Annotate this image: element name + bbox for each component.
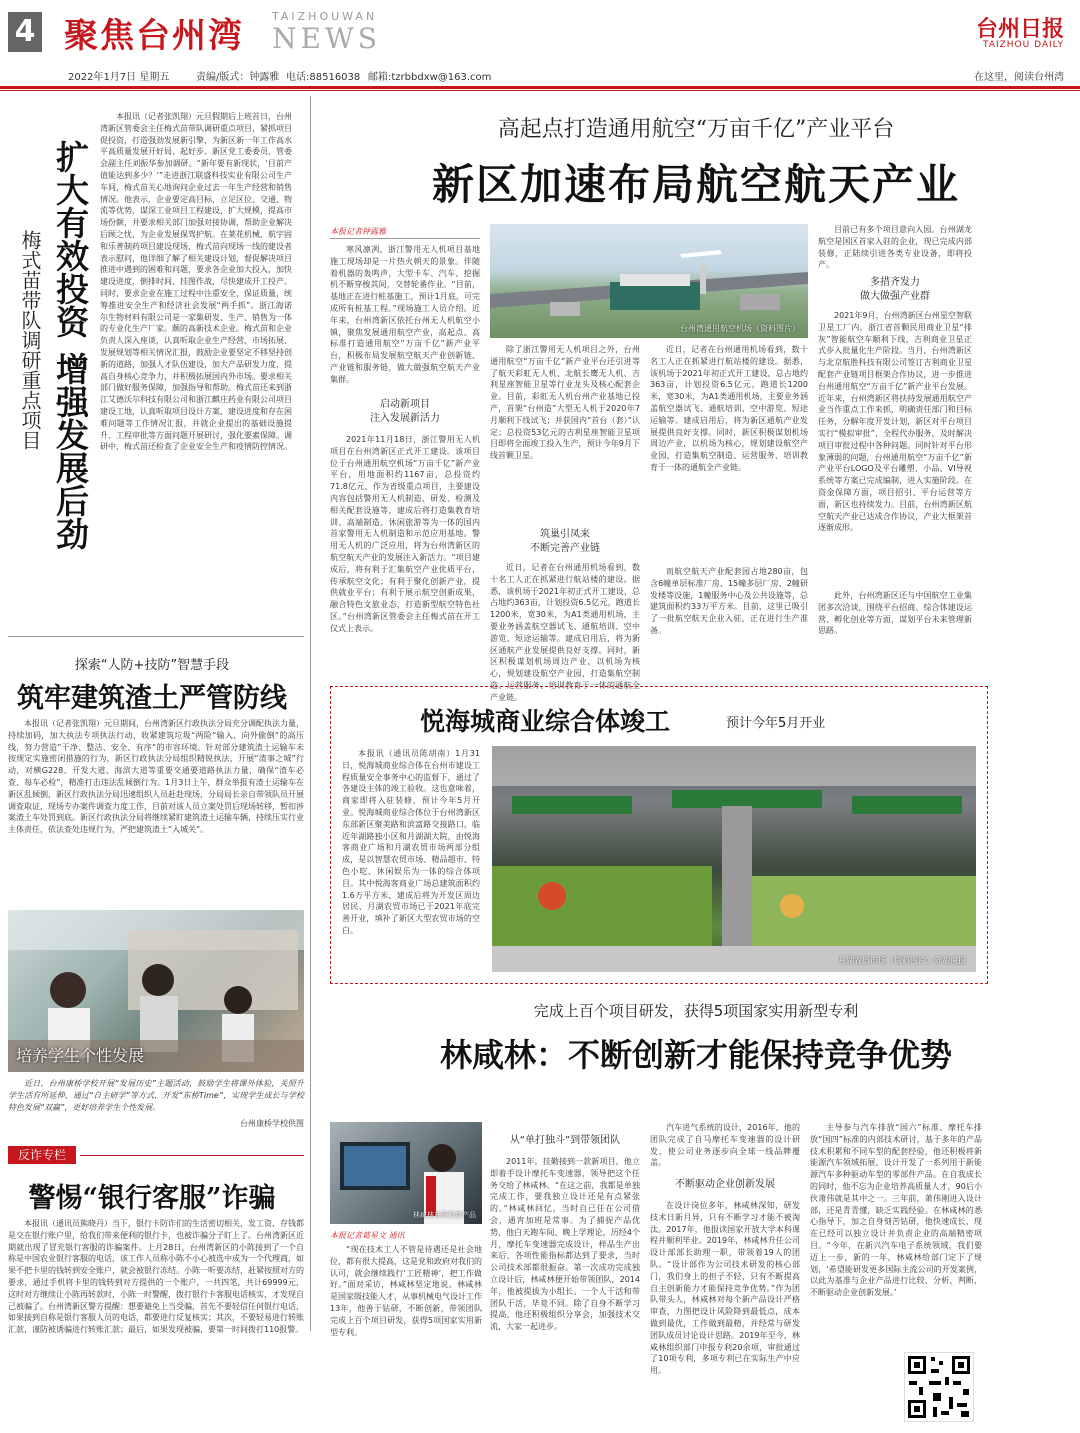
masthead-rule <box>0 86 1080 89</box>
article4-subhead3: 多措齐发力 做大做强产业群 <box>860 277 930 302</box>
article4-col1: 寒风凛冽，浙江警用无人机项目基地施工现场却是一片热火朝天的景象。伴随着机器的轰鸣声，大型卡车、汽车、挖掘机不断穿梭其间，交替轮番作业。“目前，基地正在进行桩基施工，预计1月底，可完成所有桩基工程。”现场施工人员介绍。近年来，台州湾新区依托台州无人机航空小镇，聚焦发展通用航空产业，高起点、高标准打造通用航空“万亩千亿”新产业平台，积极布局发展航空航天产业创新链、产业链和服务链，做大做强航空航天产业集群。 <box>330 245 480 384</box>
article1-body: 本报讯（记者张凯翔）元旦假期后上班首日，台州湾新区管委会主任梅式苗带队调研重点项目，紧抓项目促投资，打造强劲发展新引擎，为新区新一年工作高水平高质量发展开好局、起好步。新区党工委委员、管委会副主任刘振华参加调研。“新年要有新现状，‘目前产值能达到多少？’”走进浙江联盛科技实业有限公司生产车间，梅式苗关心地询问企业过去一年生产经营和销售情况。他表示，企业要定高目标，立足区位、交通、物流等优势，谋深工业项目工程建设，扩大规模，提高市场份额，并要求相关部门加强对接协调，帮助企业解决后顾之忧，为企业发展保驾护航。在莱花机械、航宇固和乐普制药项目建设现场，梅式苗向现场一线的建设者表示慰问，他详细了解了相关建设计划，督促解决项目推进中遇到的困难和问题，要求各企业加大投入，加快建设进度，倒排时间、挂图作战，尽快建成开工投产。同时，要求企业在施工过程中注重安全，保证质量，统筹推进安全生产和经济社会发展“两手抓”。浙江海诺尔生物材料有限公司是一家集研发、生产、销售为一体的专业化生产厂家。颇的高新技术企业。梅式苗和企业负责人深入座谈，认真听取企业生产经营、市场拓展、发展规划等相关情况汇报，鼓励企业要坚定不移坚持创新的道路，加强人才队伍建设，加大产品研发力度，提高自身核心竞争力，并积极拓展国内外市场。要求相关部门做好服务保障，加强指导和帮助。梅式苗还来到浙江艾德沃尔科技有限公司和浙江麒庄药业有限公司项目建设工地，认真听取项目设计方案、建设进度和存在困难问题等工作情况汇报，并就企业提出的基础设施提升、工程审批等方面问题开展研讨，强化要素保障。调研中，梅式苗还检查了企业安全生产和疫情防控情况。 <box>100 112 292 452</box>
newspaper-logo: 台州日报 <box>975 16 1064 42</box>
masthead-rule-thin <box>0 90 1080 91</box>
article1-subhead: 梅式苗带队调研重点项目 <box>18 230 42 450</box>
article6-col2: 汽车进气系统的设计，2016年，他的团队完成了自马摩托车变速器的设计研发，使公司业务逐步向全球一线品牌覆盖。 <box>650 1123 800 1168</box>
article4-col4b: 此外，台州湾新区还与中国航空工业集团多次洽谈，围绕平台招商、综合体建设运营、孵化创业等方面，谋划平台未来管理新思路。 <box>818 591 972 636</box>
article4-col4: 2021年9月，台州湾新区台州星空智联卫星工厂内，浙江省首颗民用商业卫星“排灰”智能航空车顺利下线，吉利商业卫星正式步入批量化生产阶段。当月，台州湾新区与北京航胜科技有限公司签订吉利商业卫星配套产业链项目框架合作协议，进一步推进台州通用航空“万亩千亿”新产业平台发展。近年来，台州湾新区将扶持发展通用航空产业当作重点工作来抓，明确责任部门和目标任务，分解年度开发计划，新区对平台项目实行“模拟审批”，全程代办服务，及时解决项目审批过程中各种问题。同时针对平台形象薄弱的问题，台州通用航空“万亩千亿”新产业平台LOGO及平台雕塑、小品、VI导视系统等方案已完成编制，进入实施阶段。在资金保障方面，项目招引、平台运营等方面，新区也持续发力。目前，台州湾新区航空航天产业已达成合作协议，产业大框架首逐渐成形。 <box>818 311 972 533</box>
article4-headline: 新区加速布局航空航天产业 <box>431 160 960 209</box>
qr-code-graphic <box>905 1353 973 1421</box>
school-photo-caption: 近日，台州康桥学校开展“发展历史”主题活动，鼓励学生将课外体验，关照升学生活有所延伸，通过“自主研学”等方式，开发“东桥Time”，实现学生成长与学校特色发展“双赢”，更好培养学生个性发展。 <box>8 1079 304 1112</box>
column-divider <box>310 96 311 1331</box>
school-photo-overlay: 培养学生个性发展 <box>16 1046 145 1065</box>
article6-subhead1: 从“单打独斗”到带领团队 <box>509 1135 621 1146</box>
article6-subhead2: 不断驱动企业创新发展 <box>675 1179 775 1190</box>
section-title: 聚焦台州湾 <box>64 16 244 56</box>
article3-headline: 警惕“银行客服”诈骗 <box>28 1183 276 1214</box>
article4-col2: 除了浙江警用无人机项目之外，台州通用航空“万亩千亿”新产业平台还引进等了航天彩虹无人机、北航长鹰无人机、吉利星座智能卫星等行业龙头及核心配套企业。目前，彩虹无人机台州产业基地已投产，首架“台州造”大型无人机于2020年7月顺利下线试飞；并获国内“首台（套）”认定；总投资53亿元的吉利星座智能卫星项目即将全面竣工投入生产，预计今年9月下线首颗卫星。 <box>490 345 640 461</box>
article6-col2b: 在设计岗位多年，林咸林深知，研发技术日新月异，只有不断学习才能不被淘汰。2017年，他报读国家开放大学本科课程并顺利毕业。2019年，林咸林升任公司设计部部长助理一职，带领着19人的团队。“设计部作为公司技术研发的核心部门，我们身上的担子不轻，只有不断提高自主创新能力才能保持竞争优势。”作为团队带头人，林咸林对每个新产品设计严格审查，力图把设计风险降到最低点，成本做到最优，工作做到最精，并经常与研发团队成员讨论设计思路。2019年至今，林咸林组织部门申报专利20余项，审批通过了10项专利，多项专利已在实际生产中应用。 <box>650 1201 800 1376</box>
article2-headline: 筑牢建筑渣土严管防线 <box>17 683 287 714</box>
article4-kicker: 高起点打造通用航空“万亩千亿”产业平台 <box>497 117 895 142</box>
article1-headline-a: 扩大有效投资 <box>51 140 90 338</box>
engineer-photo-caption: 林咸林在研发新产品 <box>413 1211 476 1219</box>
slogan: 在这里，阅读台州湾 <box>974 72 1064 83</box>
anti-fraud-rule <box>80 1155 304 1156</box>
section-en-large: NEWS <box>272 22 381 55</box>
article4-subhead2: 筑巢引凤来 不断完善产业链 <box>530 529 600 554</box>
market-photo-graphic <box>492 746 976 972</box>
article1-headline-b: 增强发展后劲 <box>51 352 90 550</box>
article4-subhead1: 启动新项目 注入发展新活力 <box>370 399 440 424</box>
issue-date: 2022年1月7日 星期五 <box>68 72 170 83</box>
school-photo <box>8 910 304 1072</box>
article4-col3b: 而航空航天产业配套园占地280亩，包含6幢单层标准厂房、15幢多层厂房、2幢研发楼等设施，1幢服务中心及公共设施等，总建筑面积约33万平方米。目前，这里已吸引了一批航空航天企业入驻，正在进行生产准备。 <box>650 567 808 635</box>
article6-kicker: 完成上百个项目研发，获得5项国家实用新型专利 <box>533 1002 859 1020</box>
newspaper-logo-en: TAIZHOU DAILY <box>983 40 1064 50</box>
market-photo-caption: 月湖农贸市场（资料图片）陈胡南摄 <box>838 956 966 965</box>
qr-code-icon[interactable] <box>904 1352 974 1422</box>
article6-col3: 主导参与汽车排放“国六”标准、摩托车排放“国四”标准的内部技术研讨，基于多年的产品技术积累和不同车型的配套经验，他还积极将新能源汽车领域拓展，设计开发了一系列用于新能源汽车多种驱动车型的零部件产品。在自我成长的同时，他不忘为企业培养高质量人才，90后小伙萧伟就是其中之一。三年前，萧伟刚进入设计部，还是青青懂，缺乏实践经验。在林咸林的悉心指导下，加之自身刻苦钻研，他快速成长，现在已经可以独立设计并负责企业的高端精密项目。“今年，在新兴汽车电子系统领域，我们要迈上一步，新的一年，林咸林给部门定下了规划，‘希望能研发更多国际主流公司的开发案例，以此为基准与企业产品进行比较、分析、判断，不断驱动企业创新发展。’ <box>810 1123 982 1298</box>
article6-quote: “现在技术工人不管是待遇还是社会地位，都有很大提高，这是党和政府对我们的认可，就会继续践行‘工匠精神’，把工作做好。”面对采访，林咸林坚定地说。林咸林是国家级技能人才，从事机械电气设计工作13年，他善于钻研，不断创新，带领团队完成上百个项目研发，获得5项国家实用新型专利。 <box>330 1245 482 1337</box>
article2-kicker: 探索“人防+技防”智慧手段 <box>74 658 230 673</box>
engineer-photo <box>330 1122 482 1224</box>
article5-subtitle: 预计今年5月开业 <box>726 716 826 731</box>
article5-headline: 悦海城商业综合体竣工 <box>420 707 671 736</box>
article5-body: 本报讯（通讯员陈胡南）1月31日，悦海城商业综合体在台州市建设工程质量安全事务中心的监督下，通过了各建设主体的竣工验收。这也意味着，商家即将入驻装修，预计今年5月开业。悦海城商业综合体位于台州湾新区东部新区聚美路和滨富路交接路口，临近年湖路独小区和月湖湖大院，由悦海客商业广场和月湖农贸市场两部分组成，是以智慧农贸市场、精品超市、特色小吃、休闲娱乐为一体的综合体项目。其中悦海客商业广场总建筑面积约1.6万平方米，建成后将为开发区周边居民、月湖农贸市场已于2021年底完善开业，填补了新区大型农贸市场的空白。 <box>342 749 480 935</box>
article4-byline-rule <box>330 238 480 239</box>
article4-col4-top: 目前已有多个项目意向入园。台州湖龙航空是国区首家入驻的企业，现已完成内部装修，正陆续引进各类专业设备，即将投产。 <box>818 225 972 270</box>
article6-col1: 2011年，挂勤接到一款新项目，他立即着手设计摩托车变速器，领导把这个任务交给了林咸林。“在这之前，我都是单独完成工作，要我独立设计还是有点紧张的。”林咸林回忆，当时自己任在公司借会，通宵加班是常事。为了捕捉产品优势，他白天跑车间、晚上学理论，历经4个月，摩托车变速器完成设计，样品生产出来后，各项性能指标都达到了要求，当时公司技术部都很振奋。第一次成功完成独立设计后，林咸林便开始带领团队，2014年，他被提拔为小组长。一个人干活和带团队干活，毕竟不同。除了自身不断学习提高，他还积极组织分享会，加强技术交流，大家一起进步。 <box>490 1157 640 1332</box>
article3-body: 本报讯（通讯员熊晓丹）当下，银行卡防诈们的生活密切相关，发工资、存钱都是交在银行账户里，给我们带来便利的银行卡，也被诈骗分子盯上了。台州湾新区近期就出现了冒充银行客服的诈骗案件。上月28日，台州湾新区的小陈接到了一个自称是中国农业银行客服的电话，该工作人员称小陈不小心被选中成为一个代理商，如果不把卡里的钱转到安全账户，就会被银行冻结。小陈一听要冻结，赶紧按照对方的要求，通过手机将卡里的钱转到对方提供的一个账户，一共四笔，共计69999元，这时对方继续让小陈再转款时，小陈一时警醒，拨打银行卡客服电话核实，才发现自己被骗了。台州湾新区警方提醒：想要避免上当受骗，首先不要轻信任何银行电话，如果接到自称是银行客服人员的电话，都要进行反复核实；其次，不要轻易进行转账汇款，谨防被诱骗进行转账汇款；最后，如果发现被骗，要第一时间拨打110报警。 <box>8 1219 304 1335</box>
article4-col2b: 近日，记者在台州通用机场看到，数十名工人正在抓紧进行航站楼的建设。据悉，该机场于2021年初正式开工建设，总占地约363亩，计划投资6.5亿元，跑道长1200米，宽30米，为A1类通用机场，主要业务涵盖航空器试飞、通航培训、空中游览、短途运输等。建成启用后，将为新区通航产业发展提供良好支撑。同时，新区积极谋划机场周边产业，以机场为核心，规划建设航空产业园，打造集航空制造、运营服务、培训教育于一体的通航全产业链。 <box>490 563 640 702</box>
article4-col3: 近日，记者在台州通用机场看到，数十名工人正在抓紧进行航站楼的建设。据悉，该机场于2021年初正式开工建设，总占地约363亩，计划投资6.5亿元，跑道长1200米，宽30米，为A1类通用机场，主要业务涵盖航空器试飞、通航培训、空中游览、短途运输等。建成启用后，将为新区通航产业发展提供良好支撑。同时，新区积极谋划机场周边产业，以机场为核心，规划建设航空产业园，打造集航空制造、运营服务、培训教育于一体的通航全产业链。 <box>650 345 808 472</box>
info-bar <box>0 66 1080 84</box>
airport-photo-graphic <box>490 224 808 338</box>
phone-number: 电话:88516038 <box>286 72 361 83</box>
page-number: 4 <box>8 12 42 52</box>
anti-fraud-tag: 反诈专栏 <box>8 1146 76 1164</box>
engineer-photo-graphic <box>330 1122 482 1224</box>
airport-photo <box>490 224 808 338</box>
article6-byline: 本报记者葛星文 通讯 <box>330 1231 405 1240</box>
section-en-small: TAIZHOUWAN <box>272 10 378 23</box>
article6-headline: 林咸林：不断创新才能保持竞争优势 <box>439 1036 952 1074</box>
article4-byline: 本报记者钟露雅 <box>330 227 386 236</box>
editor-credit: 责编/版式：钟露雅 <box>196 72 280 83</box>
section-divider <box>8 636 304 637</box>
article4-col1b: 2021年11月18日，浙江警用无人机项目在台州湾新区正式开工建设。该项目位于台州通用航空机场“万亩千亿”新产业平台，用地面积约1167亩，总投资约71.8亿元，作为省级重点项目，主要建设内容包括警用无人机制造、研发、检测及相关配套设施等，建成后将打造集教育培训、高端制造、休闲旅游等为一体的国内首家警用无人机制造和示范应用基地。警用无人机的广泛应用，将为台州湾新区的航空航天产业的发展注入新活力。“项目建成后，将有利于汇集航空产业优质平台，传承航空文化；有利于聚化创新产业，提供就业平台；有利于展示航空创新成果，融合特色文旅业态，打造新型航空特色社区。”台州湾新区管委会主任梅式苗在开工仪式上表示。 <box>330 435 480 633</box>
school-photo-credit: 台州康桥学校供图 <box>240 1119 304 1128</box>
market-photo <box>492 746 976 972</box>
airport-photo-caption: 台州湾通用航空机场（资料图片） <box>680 324 800 333</box>
email-address: 邮箱:tzrbbdxw@163.com <box>368 72 492 83</box>
article2-body: 本报讯（记者张凯翔）元旦期间，台州湾新区行政执法分局充分调配执法力量，持续加码，加大执法专项执法行动，收紧建筑垃圾“两险”输入、向外偷倒“的高压线，努力营造”干净、整洁、安全、有序“的市容环境。针对部分建筑渣土运输车未按规定实施密闭措施的行为，新区行政执法分局组织精锐执法，开展“渣事之城”行动，对横G228、开发大道、海滨大道等重要交通要道路执法力量，确保“渣车必查、每车必检”，精准打击违法乱倾倒行为。1月3日上午，群众举报有渣土运输车在新区乱倾倒，新区行政执法分局迅速组织人员赶赴现场，分局局长亲自带领队员开展调查取证，现场专办案件调查力度工作，目前对该人员立案处罚后现场转移，暂扣涉案渣土车处罚到底。新区行政执法分局将继续紧盯建筑渣土运输车辆，持续压实行业主体责任，依法查处违规行为，严把建筑渣土“入城关”。 <box>8 719 304 835</box>
